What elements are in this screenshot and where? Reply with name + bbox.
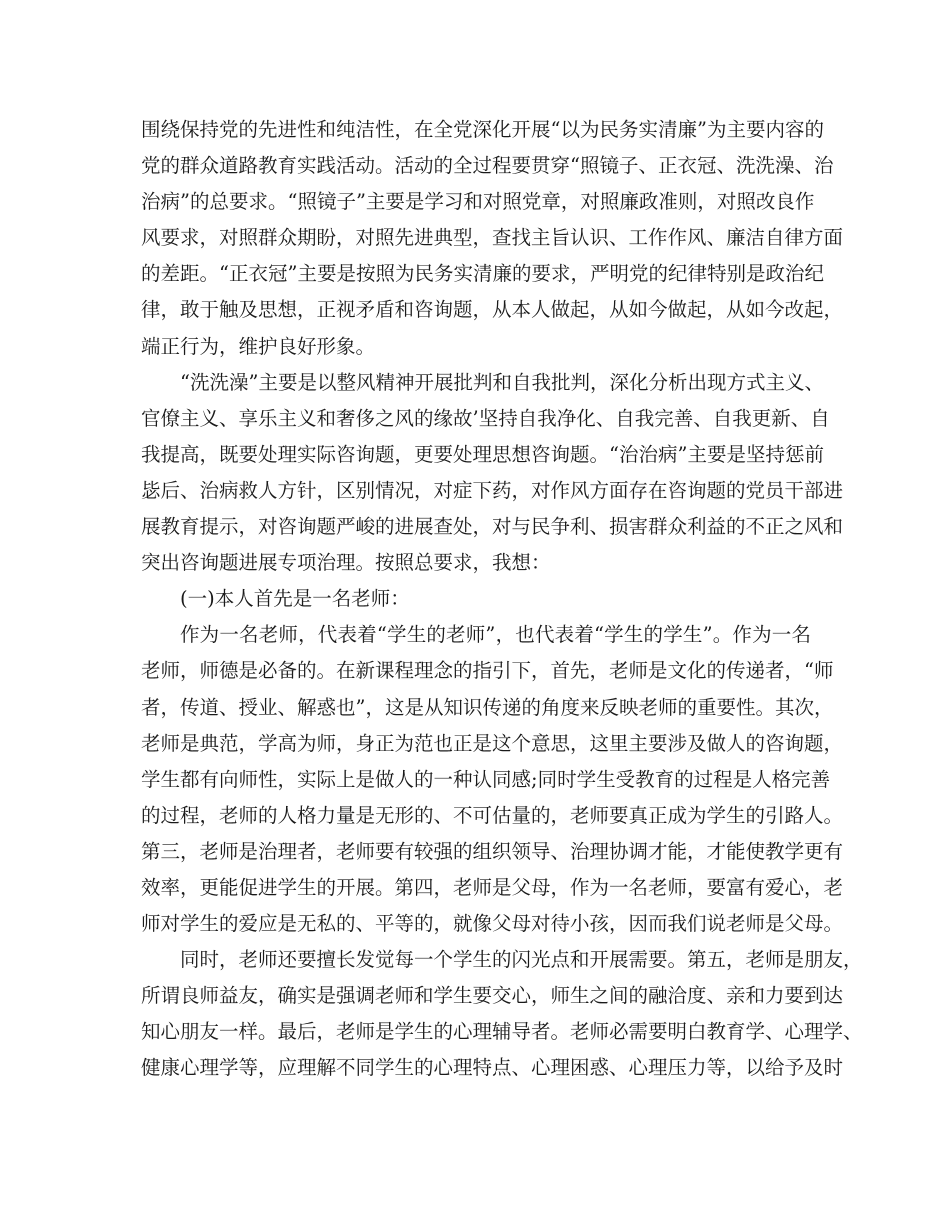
text-line: 同时，老师还要擅长发觉每一个学生的闪光点和开展需要。第五，老师是朋友， bbox=[180, 948, 863, 972]
text-line: 律，敢于触及思想，正视矛盾和咨询题，从本人做起，从如今做起，从如今改起， bbox=[141, 298, 844, 322]
text-line: 效率，更能促进学生的开展。第四，老师是父母，作为一名老师，要富有爱心，老 bbox=[141, 875, 844, 899]
text-line: 所谓良师益友，确实是强调老师和学生要交心，师生之间的融洽度、亲和力要到达 bbox=[141, 984, 844, 1008]
text-line: 健康心理学等，应理解不同学生的心理特点、心理困惑、心理压力等，以给予及时 bbox=[141, 1056, 844, 1080]
text-line: 端正行为，维护良好形象。 bbox=[141, 334, 376, 358]
text-line: 官僚主义、享乐主义和奢侈之风的缘故’坚持自我净化、自我完善、自我更新、自 bbox=[141, 406, 830, 430]
text-line: 的过程，老师的人格力量是无形的、不可估量的，老师要真正成为学生的引路人。 bbox=[141, 803, 844, 827]
text-line: 知心朋友一样。最后，老师是学生的心理辅导者。老师必需要明白教育学、心理学、 bbox=[141, 1020, 863, 1044]
document-body-text bbox=[141, 112, 863, 1087]
text-line: 老师，师德是必备的。在新课程理念的指引下，首先，老师是文化的传递者，“师 bbox=[141, 659, 834, 683]
text-line: 第三，老师是治理者，老师要有较强的组织领导、治理协调才能，才能使教学更有 bbox=[141, 839, 844, 863]
text-line: (一)本人首先是一名老师： bbox=[180, 587, 410, 611]
text-line: 治病”的总要求。“照镜子”主要是学习和对照党章，对照廉政准则，对照改良作 bbox=[141, 190, 815, 214]
text-line: 毖后、治病救人方针，区别情况，对症下药，对作风方面存在咨询题的党员干部进 bbox=[141, 478, 844, 502]
text-line: 我提高，既要处理实际咨询题，更要处理思想咨询题。“治治病”主要是坚持惩前 bbox=[141, 442, 824, 466]
text-line: 突出咨询题进展专项治理。按照总要求，我想： bbox=[141, 551, 551, 575]
text-line: 的差距。“正衣冠”主要是按照为民务实清廉的要求，严明党的纪律特别是政治纪 bbox=[141, 262, 824, 286]
text-line: 学生都有向师性，实际上是做人的一种认同感;同时学生受教育的过程是人格完善 bbox=[141, 767, 831, 791]
text-line: 者，传道、授业、解惑也”，这是从知识传递的角度来反映老师的重要性。其次， bbox=[141, 695, 834, 719]
text-line: “洗洗澡”主要是以整风精神开展批判和自我批判，深化分析出现方式主义、 bbox=[180, 370, 824, 394]
text-line: 展教育提示，对咨询题严峻的进展查处，对与民争利、损害群众利益的不正之风和 bbox=[141, 515, 844, 539]
text-line: 党的群众道路教育实践活动。活动的全过程要贯穿“照镜子、正衣冠、洗洗澡、治 bbox=[141, 154, 834, 178]
text-line: 风要求，对照群众期盼，对照先进典型，查找主旨认识、工作作风、廉洁自律方面 bbox=[141, 226, 844, 250]
text-line: 老师是典范，学高为师，身正为范也正是这个意思，这里主要涉及做人的咨询题， bbox=[141, 731, 844, 755]
text-line: 师对学生的爱应是无私的、平等的，就像父母对待小孩，因而我们说老师是父母。 bbox=[141, 912, 844, 936]
text-line: 围绕保持党的先进性和纯洁性，在全党深化开展“以为民务实清廉”为主要内容的 bbox=[141, 118, 824, 141]
text-line: 作为一名老师，代表着“学生的老师”，也代表着“学生的学生”。作为一名 bbox=[180, 623, 811, 647]
